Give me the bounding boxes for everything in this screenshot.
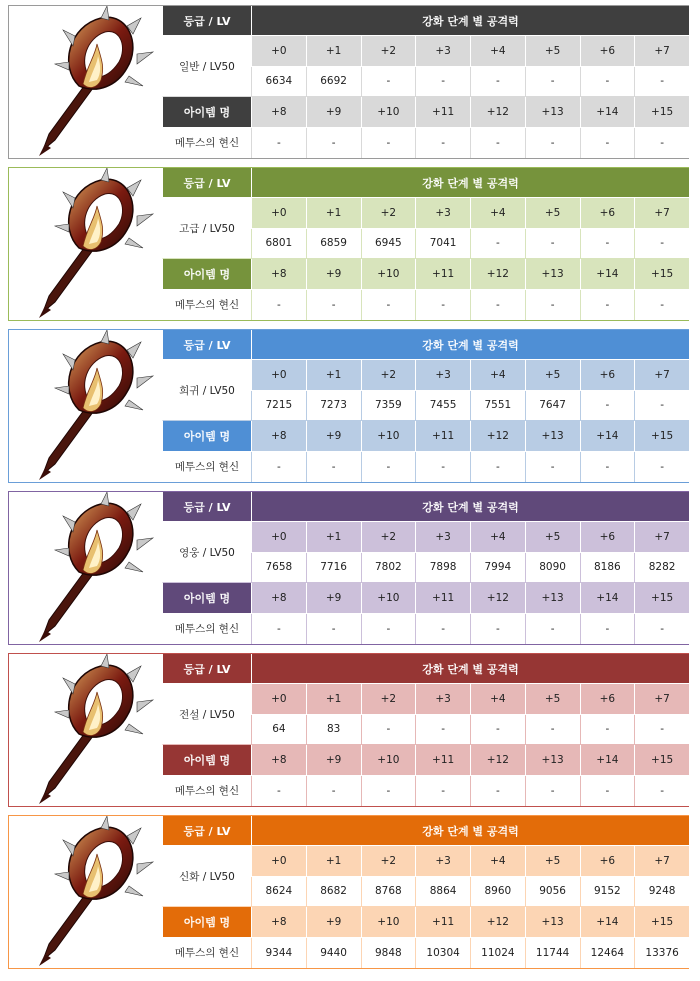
level-label: +12: [470, 421, 525, 452]
item-name-header: 아이템 명: [162, 421, 251, 452]
grade-label: 전설 / LV50: [162, 684, 251, 745]
attack-by-level-header: 강화 단계 별 공격력: [251, 492, 689, 522]
level-label: +10: [361, 583, 416, 614]
attack-value: -: [415, 452, 470, 483]
attack-value: -: [361, 290, 416, 321]
weapon-image: [9, 816, 162, 968]
weapon-image: [9, 6, 162, 158]
grade-lv-header: 등급 / LV: [162, 654, 251, 684]
attack-value: -: [251, 290, 306, 321]
attack-value: -: [580, 614, 635, 645]
level-label: +5: [525, 846, 580, 877]
attack-value: 9848: [361, 938, 416, 969]
level-label: +12: [470, 583, 525, 614]
attack-value: -: [525, 290, 580, 321]
level-label: +2: [361, 846, 416, 877]
attack-value: 7215: [251, 391, 306, 422]
attack-value: -: [580, 776, 635, 807]
level-label: +2: [361, 198, 416, 229]
level-label: +11: [415, 421, 470, 452]
level-label: +10: [361, 745, 416, 776]
attack-value: -: [525, 229, 580, 260]
level-label: +15: [634, 259, 689, 290]
attack-value: 12464: [580, 938, 635, 969]
attack-value: -: [306, 614, 361, 645]
attack-value: 64: [251, 715, 306, 746]
attack-value: -: [361, 128, 416, 159]
grade-lv-header: 등급 / LV: [162, 330, 251, 360]
attack-value: 8960: [470, 877, 525, 908]
level-label: +12: [470, 907, 525, 938]
attack-value: 9056: [525, 877, 580, 908]
level-label: +11: [415, 259, 470, 290]
attack-value: -: [634, 229, 689, 260]
level-label: +10: [361, 259, 416, 290]
level-label: +13: [525, 583, 580, 614]
level-label: +12: [470, 745, 525, 776]
level-label: +10: [361, 907, 416, 938]
attack-value: -: [361, 715, 416, 746]
attack-value: 8624: [251, 877, 306, 908]
level-label: +7: [634, 846, 689, 877]
attack-value: 11024: [470, 938, 525, 969]
level-label: +10: [361, 421, 416, 452]
level-label: +11: [415, 97, 470, 128]
attack-value: -: [634, 391, 689, 422]
tier-block: [8, 491, 689, 645]
level-label: +1: [306, 360, 361, 391]
level-label: +3: [415, 36, 470, 67]
attack-value: 6692: [306, 67, 361, 98]
level-label: +3: [415, 846, 470, 877]
level-label: +5: [525, 198, 580, 229]
tier-block: [8, 815, 689, 969]
level-label: +6: [580, 684, 635, 715]
attack-by-level-header: 강화 단계 별 공격력: [251, 816, 689, 846]
attack-value: -: [634, 290, 689, 321]
attack-value: -: [306, 290, 361, 321]
attack-table: [162, 816, 689, 968]
attack-value: 7802: [361, 553, 416, 584]
item-name-header: 아이템 명: [162, 97, 251, 128]
level-label: +14: [580, 421, 635, 452]
attack-value: 7359: [361, 391, 416, 422]
attack-value: 7658: [251, 553, 306, 584]
item-name-value: 메투스의 현신: [162, 938, 251, 969]
attack-value: 8282: [634, 553, 689, 584]
attack-value: 8864: [415, 877, 470, 908]
item-name-header: 아이템 명: [162, 745, 251, 776]
attack-value: 7273: [306, 391, 361, 422]
attack-value: -: [251, 776, 306, 807]
grade-label: 신화 / LV50: [162, 846, 251, 907]
level-label: +11: [415, 907, 470, 938]
level-label: +9: [306, 907, 361, 938]
level-label: +15: [634, 907, 689, 938]
attack-value: -: [251, 614, 306, 645]
level-label: +6: [580, 198, 635, 229]
attack-value: -: [580, 229, 635, 260]
level-label: +7: [634, 36, 689, 67]
attack-table: [162, 492, 689, 644]
item-name-value: 메투스의 현신: [162, 776, 251, 807]
attack-value: 6634: [251, 67, 306, 98]
attack-value: -: [580, 128, 635, 159]
level-label: +4: [470, 36, 525, 67]
attack-value: 9344: [251, 938, 306, 969]
level-label: +3: [415, 684, 470, 715]
item-name-header: 아이템 명: [162, 259, 251, 290]
attack-value: 7898: [415, 553, 470, 584]
level-label: +15: [634, 97, 689, 128]
level-label: +8: [251, 421, 306, 452]
attack-value: 6945: [361, 229, 416, 260]
attack-table: [162, 6, 689, 158]
grade-lv-header: 등급 / LV: [162, 816, 251, 846]
attack-value: 6801: [251, 229, 306, 260]
weapon-image: [9, 654, 162, 806]
level-label: +0: [251, 846, 306, 877]
grade-lv-header: 등급 / LV: [162, 6, 251, 36]
attack-value: -: [525, 128, 580, 159]
attack-table: [162, 168, 689, 320]
attack-by-level-header: 강화 단계 별 공격력: [251, 6, 689, 36]
level-label: +12: [470, 97, 525, 128]
tier-block: [8, 653, 689, 807]
attack-value: -: [634, 452, 689, 483]
attack-value: -: [306, 776, 361, 807]
attack-value: -: [415, 290, 470, 321]
level-label: +9: [306, 745, 361, 776]
item-name-header: 아이템 명: [162, 583, 251, 614]
level-label: +1: [306, 198, 361, 229]
level-label: +2: [361, 684, 416, 715]
level-label: +1: [306, 684, 361, 715]
level-label: +6: [580, 846, 635, 877]
level-label: +9: [306, 583, 361, 614]
level-label: +14: [580, 97, 635, 128]
level-label: +11: [415, 583, 470, 614]
level-label: +9: [306, 97, 361, 128]
tier-block: [8, 329, 689, 483]
level-label: +3: [415, 198, 470, 229]
level-label: +6: [580, 36, 635, 67]
attack-value: -: [306, 452, 361, 483]
attack-value: -: [415, 776, 470, 807]
weapon-image: [9, 330, 162, 482]
level-label: +8: [251, 907, 306, 938]
attack-value: -: [470, 290, 525, 321]
attack-value: -: [415, 715, 470, 746]
attack-value: 8682: [306, 877, 361, 908]
attack-value: -: [634, 715, 689, 746]
attack-value: -: [525, 67, 580, 98]
item-name-value: 메투스의 현신: [162, 614, 251, 645]
grade-label: 고급 / LV50: [162, 198, 251, 259]
attack-value: 7716: [306, 553, 361, 584]
level-label: +2: [361, 522, 416, 553]
level-label: +13: [525, 907, 580, 938]
level-label: +4: [470, 198, 525, 229]
attack-value: -: [415, 128, 470, 159]
attack-value: 8090: [525, 553, 580, 584]
level-label: +14: [580, 907, 635, 938]
level-label: +7: [634, 198, 689, 229]
attack-value: -: [415, 614, 470, 645]
attack-value: 13376: [634, 938, 689, 969]
attack-value: -: [361, 452, 416, 483]
tier-block: [8, 167, 689, 321]
level-label: +6: [580, 360, 635, 391]
attack-value: -: [361, 776, 416, 807]
attack-value: -: [525, 715, 580, 746]
item-name-header: 아이템 명: [162, 907, 251, 938]
attack-value: -: [470, 229, 525, 260]
attack-value: 83: [306, 715, 361, 746]
level-label: +3: [415, 522, 470, 553]
level-label: +15: [634, 421, 689, 452]
level-label: +12: [470, 259, 525, 290]
level-label: +8: [251, 97, 306, 128]
level-label: +5: [525, 360, 580, 391]
level-label: +4: [470, 684, 525, 715]
attack-value: -: [361, 614, 416, 645]
attack-value: -: [470, 715, 525, 746]
attack-value: -: [580, 67, 635, 98]
attack-value: 9440: [306, 938, 361, 969]
level-label: +9: [306, 421, 361, 452]
level-label: +7: [634, 684, 689, 715]
attack-value: -: [470, 776, 525, 807]
level-label: +13: [525, 745, 580, 776]
attack-value: -: [470, 128, 525, 159]
level-label: +2: [361, 360, 416, 391]
level-label: +0: [251, 36, 306, 67]
attack-value: -: [470, 614, 525, 645]
grade-lv-header: 등급 / LV: [162, 168, 251, 198]
attack-by-level-header: 강화 단계 별 공격력: [251, 168, 689, 198]
attack-table: [162, 330, 689, 482]
attack-value: 7551: [470, 391, 525, 422]
attack-value: -: [580, 715, 635, 746]
attack-value: -: [634, 776, 689, 807]
attack-value: -: [525, 776, 580, 807]
attack-value: -: [306, 128, 361, 159]
attack-value: -: [580, 290, 635, 321]
level-label: +13: [525, 259, 580, 290]
attack-value: -: [634, 614, 689, 645]
level-label: +8: [251, 259, 306, 290]
level-label: +3: [415, 360, 470, 391]
attack-value: -: [580, 391, 635, 422]
weapon-image: [9, 492, 162, 644]
attack-value: 7994: [470, 553, 525, 584]
item-name-value: 메투스의 현신: [162, 128, 251, 159]
attack-value: 7455: [415, 391, 470, 422]
attack-value: 9152: [580, 877, 635, 908]
attack-value: -: [361, 67, 416, 98]
level-label: +14: [580, 259, 635, 290]
attack-value: -: [525, 614, 580, 645]
item-name-value: 메투스의 현신: [162, 290, 251, 321]
attack-value: 9248: [634, 877, 689, 908]
level-label: +0: [251, 198, 306, 229]
level-label: +7: [634, 360, 689, 391]
level-label: +5: [525, 522, 580, 553]
attack-value: -: [525, 452, 580, 483]
level-label: +4: [470, 846, 525, 877]
item-name-value: 메투스의 현신: [162, 452, 251, 483]
level-label: +0: [251, 522, 306, 553]
attack-value: -: [580, 452, 635, 483]
attack-value: -: [251, 128, 306, 159]
attack-value: 8768: [361, 877, 416, 908]
attack-value: 6859: [306, 229, 361, 260]
level-label: +9: [306, 259, 361, 290]
level-label: +15: [634, 745, 689, 776]
attack-by-level-header: 강화 단계 별 공격력: [251, 654, 689, 684]
level-label: +0: [251, 360, 306, 391]
grade-lv-header: 등급 / LV: [162, 492, 251, 522]
attack-value: 8186: [580, 553, 635, 584]
level-label: +6: [580, 522, 635, 553]
level-label: +14: [580, 583, 635, 614]
level-label: +13: [525, 97, 580, 128]
weapon-image: [9, 168, 162, 320]
level-label: +1: [306, 522, 361, 553]
level-label: +15: [634, 583, 689, 614]
attack-value: 10304: [415, 938, 470, 969]
attack-value: -: [470, 452, 525, 483]
grade-label: 일반 / LV50: [162, 36, 251, 97]
grade-label: 희귀 / LV50: [162, 360, 251, 421]
level-label: +5: [525, 36, 580, 67]
level-label: +2: [361, 36, 416, 67]
level-label: +7: [634, 522, 689, 553]
attack-value: 11744: [525, 938, 580, 969]
level-label: +13: [525, 421, 580, 452]
level-label: +8: [251, 745, 306, 776]
attack-table: [162, 654, 689, 806]
attack-value: -: [415, 67, 470, 98]
level-label: +10: [361, 97, 416, 128]
attack-value: -: [470, 67, 525, 98]
attack-value: -: [634, 67, 689, 98]
level-label: +5: [525, 684, 580, 715]
tier-block: [8, 5, 689, 159]
level-label: +4: [470, 360, 525, 391]
grade-label: 영웅 / LV50: [162, 522, 251, 583]
attack-value: 7041: [415, 229, 470, 260]
level-label: +1: [306, 36, 361, 67]
attack-by-level-header: 강화 단계 별 공격력: [251, 330, 689, 360]
attack-value: -: [251, 452, 306, 483]
level-label: +14: [580, 745, 635, 776]
level-label: +8: [251, 583, 306, 614]
level-label: +1: [306, 846, 361, 877]
attack-value: -: [634, 128, 689, 159]
level-label: +4: [470, 522, 525, 553]
level-label: +0: [251, 684, 306, 715]
level-label: +11: [415, 745, 470, 776]
attack-value: 7647: [525, 391, 580, 422]
